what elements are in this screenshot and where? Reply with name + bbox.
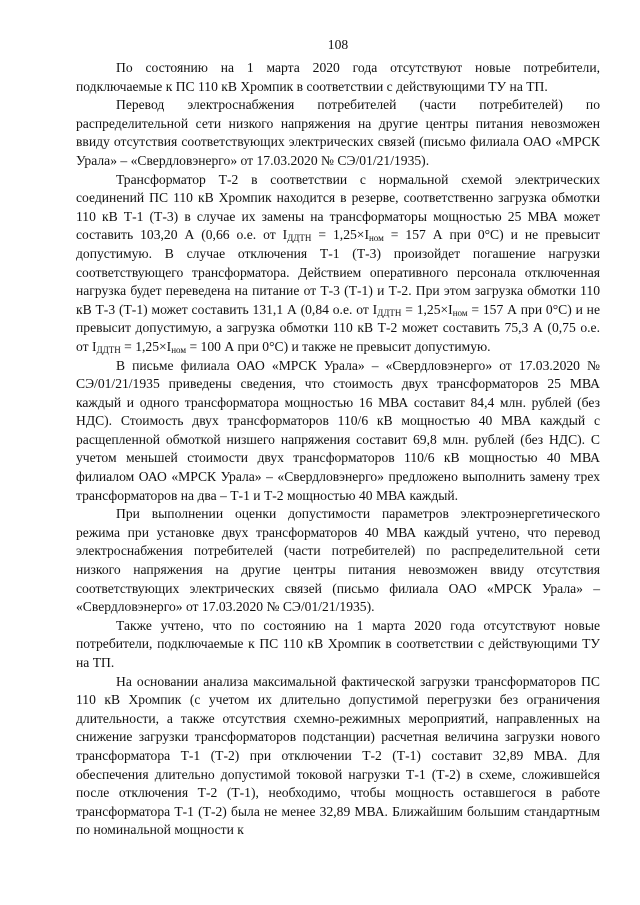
- paragraph: [76, 171, 600, 357]
- paragraph-text: При выполнении оценки допустимости параметров электроэнергетического режима при установке двух трансформаторов 40 МВА каждый учтено, что перевод электроснабжения потребителей (части потребителей) по распределительной сети низкого напряжения на другие центры питания невозможен ввиду отсутствия соответствующих электрических связей (письмо филиала ОАО «МРСК Урала» – «Свердловэнерго» от 17.03.2020 № СЭ/01/21/1935).: [76, 506, 600, 615]
- document-body: [76, 59, 600, 840]
- paragraph-text: = 1,25×I: [401, 301, 453, 317]
- paragraph-text: = 157 А при 0°С) и не превысит допустимую. В случае отключения Т-1 (Т-3) произойдет погашение нагрузки соответствующего трансформатора. Действием оперативного персонала отключенная нагрузка будет переведена на питание от Т-3 (Т-1) и Т-2. При этом загрузка обмотки 110 кВ Т-3 (Т-1) может составить 131,1 А (0,84 о.е. от I: [76, 227, 600, 317]
- paragraph: [76, 96, 600, 170]
- paragraph-text: Также учтено, что по состоянию на 1 марта 2020 года отсутствуют новые потребители, подключаемые к ПС 110 кВ Хромпик в соответствии с действующими ТУ на ТП.: [76, 617, 600, 670]
- paragraph-text: На основании анализа максимальной фактической загрузки трансформаторов ПС 110 кВ Хромпик (с учетом их длительно допустимой перегрузки без ограничения длительности, а также отсутствия схемно-режимных мероприятий, направленных на снижение загрузки трансформаторов подстанции) расчетная величина загрузки нового трансформатора Т-1 (Т-2) при отключении Т-2 (Т-1) составит 32,89 МВА. Для обеспечения длительно допустимой токовой нагрузки Т-1 (Т-2) в схеме, сложившейся после отключения Т-2 (Т-1), необходимо, чтобы мощность оставшегося в работе трансформатора Т-1 (Т-2) была не менее 32,89 МВА. Ближайшим большим стандартным по номинальной мощности к: [76, 673, 600, 838]
- paragraph-text: = 157 А при 0°С) и не превысит допустимую, а загрузка обмотки 110 кВ Т-2 может составить 75,3 А (0,75 о.е. от I: [76, 301, 600, 354]
- paragraph: [76, 59, 600, 96]
- paragraph: [76, 673, 600, 840]
- paragraph-text: = 1,25×I: [120, 338, 172, 354]
- paragraph-text: = 1,25×I: [311, 227, 369, 243]
- paragraph: [76, 357, 600, 506]
- paragraph-text: В письме филиала ОАО «МРСК Урала» – «Свердловэнерго» от 17.03.2020 № СЭ/01/21/1935 приведены сведения, что стоимость двух трансформаторов 25 МВА каждый и одного трансформатора мощностью 16 МВА составит 84,4 млн. рублей (без НДС). Стоимость двух трансформаторов 110/6 кВ мощностью 40 МВА каждый с расщепленной обмоткой низшего напряжения составит 69,8 млн. рублей (без НДС). С учетом меньшей стоимости двух трансформаторов 110/6 кВ мощностью 40 МВА филиалом ОАО «МРСК Урала» – «Свердловэнерго» предложено выполнить замену трех трансформаторов на два – Т-1 и Т-2 мощностью 40 МВА каждый.: [76, 357, 600, 503]
- subscript-text: ном: [452, 307, 468, 318]
- subscript-text: ном: [368, 233, 384, 244]
- subscript-text: ном: [171, 344, 187, 355]
- paragraph-text: Перевод электроснабжения потребителей (части потребителей) по распределительной сети низкого напряжения на другие центры питания невозможен ввиду отсутствия соответствующих электрических связей (письмо филиала ОАО «МРСК Урала» – «Свердловэнерго» от 17.03.2020 № СЭ/01/21/1935).: [76, 97, 600, 168]
- paragraph-text: = 100 А при 0°С) и также не превысит допустимую.: [186, 338, 491, 354]
- subscript-text: ДДТН: [96, 344, 121, 355]
- page-number: 108: [327, 37, 349, 52]
- paragraph: [76, 505, 600, 617]
- paragraph: [76, 617, 600, 673]
- subscript-text: ДДТН: [377, 307, 402, 318]
- paragraph-text: По состоянию на 1 марта 2020 года отсутствуют новые потребители, подключаемые к ПС 110 кВ Хромпик в соответствии с действующими ТУ на ТП.: [76, 60, 600, 94]
- subscript-text: ДДТН: [287, 233, 312, 244]
- paragraph-text: Трансформатор Т-2 в соответствии с нормальной схемой электрических соединений ПС 110 кВ Хромпик находится в резерве, соответственно загрузка обмотки 110 кВ Т-1 (Т-3) в случае их замены на трансформаторы мощностью 25 МВА может составить 103,20 А (0,66 о.е. от I: [76, 171, 600, 243]
